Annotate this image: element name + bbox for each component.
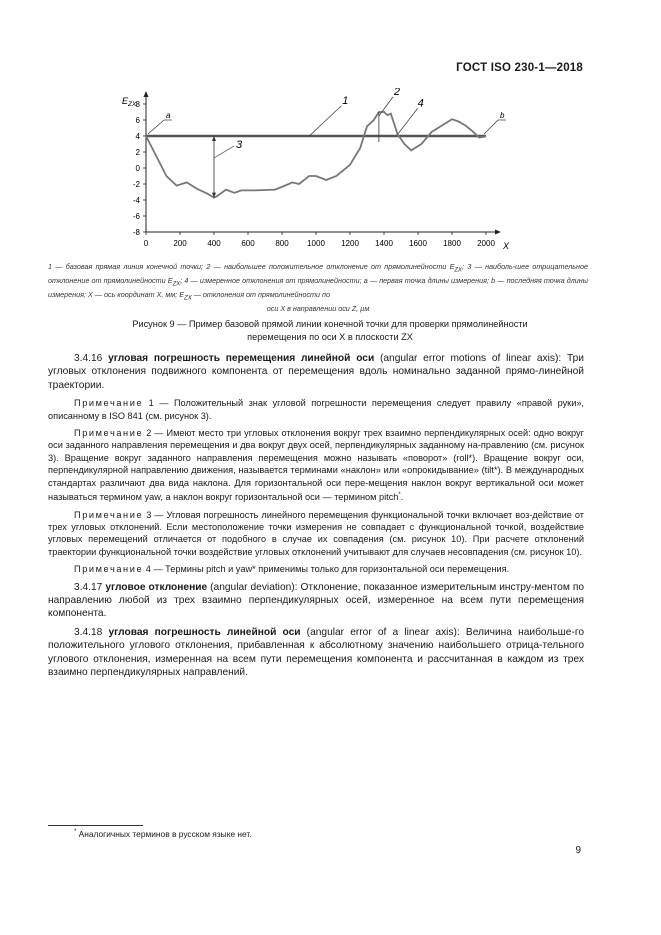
page-number: 9 bbox=[575, 845, 581, 856]
footnote: * Аналогичных терминов в русском языке нет. bbox=[74, 829, 252, 839]
callout-1: 1 bbox=[342, 95, 349, 107]
straightness-chart bbox=[95, 88, 535, 260]
y-tick-label: -2 bbox=[132, 180, 140, 189]
y-tick-label: 8 bbox=[135, 100, 140, 109]
x-tick-label: 1600 bbox=[409, 239, 427, 248]
chart-callouts bbox=[148, 88, 506, 198]
y-tick-label: -8 bbox=[132, 228, 140, 237]
y-axis-arrow bbox=[144, 91, 149, 97]
callout-a-leader bbox=[148, 120, 164, 134]
callout-3: 3 bbox=[236, 139, 243, 151]
clause-3-4-16: 3.4.16 угловая погрешность перемещения линейной оси (angular error motions of linear axis): Три угловых отклонения подвижного компонента от перемещения вдоль номинально заданной прямо-линейной траектории. bbox=[48, 353, 584, 391]
clause-3-4-17: 3.4.17 угловое отклонение (angular deviation): Отклонение, показанное измерительным инстру-ментом по направлению любой из трех взаимно перпендикулярных осей, измеренное на всем пути перемещения компонента. bbox=[48, 581, 584, 620]
chart-axes bbox=[144, 91, 502, 235]
x-tick-label: 1400 bbox=[375, 239, 393, 248]
y-tick-label: 4 bbox=[135, 132, 140, 141]
standard-header: ГОСТ ISO 230-1—2018 bbox=[456, 62, 583, 74]
callout-1-leader bbox=[309, 106, 341, 136]
body-text bbox=[48, 352, 584, 679]
y-tick-label: 0 bbox=[135, 164, 140, 173]
callout-4-leader bbox=[398, 108, 418, 134]
y-tick-label: 6 bbox=[135, 116, 140, 125]
note-2: Примечание 2 — Имеют место три угловых отклонения вокруг трех взаимно перпендикулярных осей: одно вокруг оси заданного направления перемещения и два вокруг двух осей, перпендикулярных заданному на-правлению (см. рисунок 3). Вращение вокруг заданного направления перемещения можно называть «поворот» (roll*). Вращение вокруг оси, перпендикулярной направлению движения, называется терминами «наклон» или «опрокидывание» (tilt*). В международных стандартах различают два вида наклона. Для горизонтальной оси пере-мещения наклон вокруг вертикальной оси может называться термином yaw, а наклон вокруг горизонтальной оси — термином pitch*. bbox=[48, 428, 584, 503]
x-tick-label: 1000 bbox=[307, 239, 325, 248]
x-axis-label: X bbox=[503, 241, 510, 251]
callout-a: a bbox=[166, 111, 171, 120]
note-4: Примечание 4 — Термины pitch и yaw* применимы только для горизонтальной оси перемещения. bbox=[74, 564, 510, 575]
chart-ticks bbox=[133, 100, 496, 248]
note-3: Примечание 3 — Угловая погрешность линейного перемещения функциональной точки включает воз-действие от трех угловых отклонений. Если местоположение точки измерения не совпадает с функциональной точкой, воздействие угловых перемещений отличается от подобного в случае их совпадения (см. рисунок 10). При расчете отклонений траектории функциональной точки воздействие угловых отклонений учитывают для случаев несовпадения (см. рисунок 10). bbox=[48, 509, 584, 557]
measured-deviation-line bbox=[146, 112, 486, 198]
x-tick-label: 2000 bbox=[477, 239, 495, 248]
x-tick-label: 1200 bbox=[341, 239, 359, 248]
chart-series bbox=[146, 112, 486, 198]
x-axis-arrow bbox=[495, 230, 501, 235]
y-tick-label: 2 bbox=[135, 148, 140, 157]
x-tick-label: 1800 bbox=[443, 239, 461, 248]
figure-caption: Рисунок 9 — Пример базовой прямой линии конечной точки для проверки прямолинейности перемещения по оси X в плоскости ZX bbox=[132, 319, 528, 342]
callout-2: 2 bbox=[393, 88, 401, 98]
callout-4: 4 bbox=[417, 97, 424, 110]
x-tick-label: 400 bbox=[207, 239, 221, 248]
y-tick-label: -6 bbox=[132, 212, 140, 221]
footnote-separator bbox=[48, 825, 143, 826]
y-axis-label: $E_{ZX}$ bbox=[122, 96, 137, 108]
x-tick-label: 200 bbox=[173, 239, 187, 248]
callout-3-leader bbox=[214, 146, 234, 158]
x-tick-label: 800 bbox=[275, 239, 289, 248]
y-tick-label: -4 bbox=[132, 196, 140, 205]
note-1: Примечание 1 — Положительный знак угловой погрешности перемещения следует правилу «правой руки», описанному в ISO 841 (см. рисунок 3). bbox=[48, 398, 584, 421]
callout-b-leader bbox=[484, 120, 498, 134]
clause-3-4-18: 3.4.18 угловая погрешность линейной оси (angular error of a linear axis): Величина наибольше-го положительного углового отклонения, прибавленная к абсолютному значению наибольшего отрица-тельного углового отклонения, измеренная на всем пути перемещения компонента и рассчитанная в каждом из трех взаимно перпендикулярных направлений. bbox=[48, 626, 584, 678]
x-tick-label: 600 bbox=[241, 239, 255, 248]
callout-b: b bbox=[500, 111, 505, 120]
x-tick-label: 0 bbox=[143, 239, 149, 248]
figure-legend: 1 — базовая прямая линия конечной точки; 2 — наибольшее положительное отклонение от прямолинейности $E_{ZX}$; 3 — наиболь-шее отрицательное отклонение от прямолинейности $E_{ZX}$; 4 — измеренное отклонения от прямолинейности; a — первая точка длины измерения; b — последняя точка длины измерения; X — ось координат X, мм; $E_{ZX}$ — отклонения от прямолинейности по оси X в направлении оси Z, µм bbox=[48, 262, 588, 314]
